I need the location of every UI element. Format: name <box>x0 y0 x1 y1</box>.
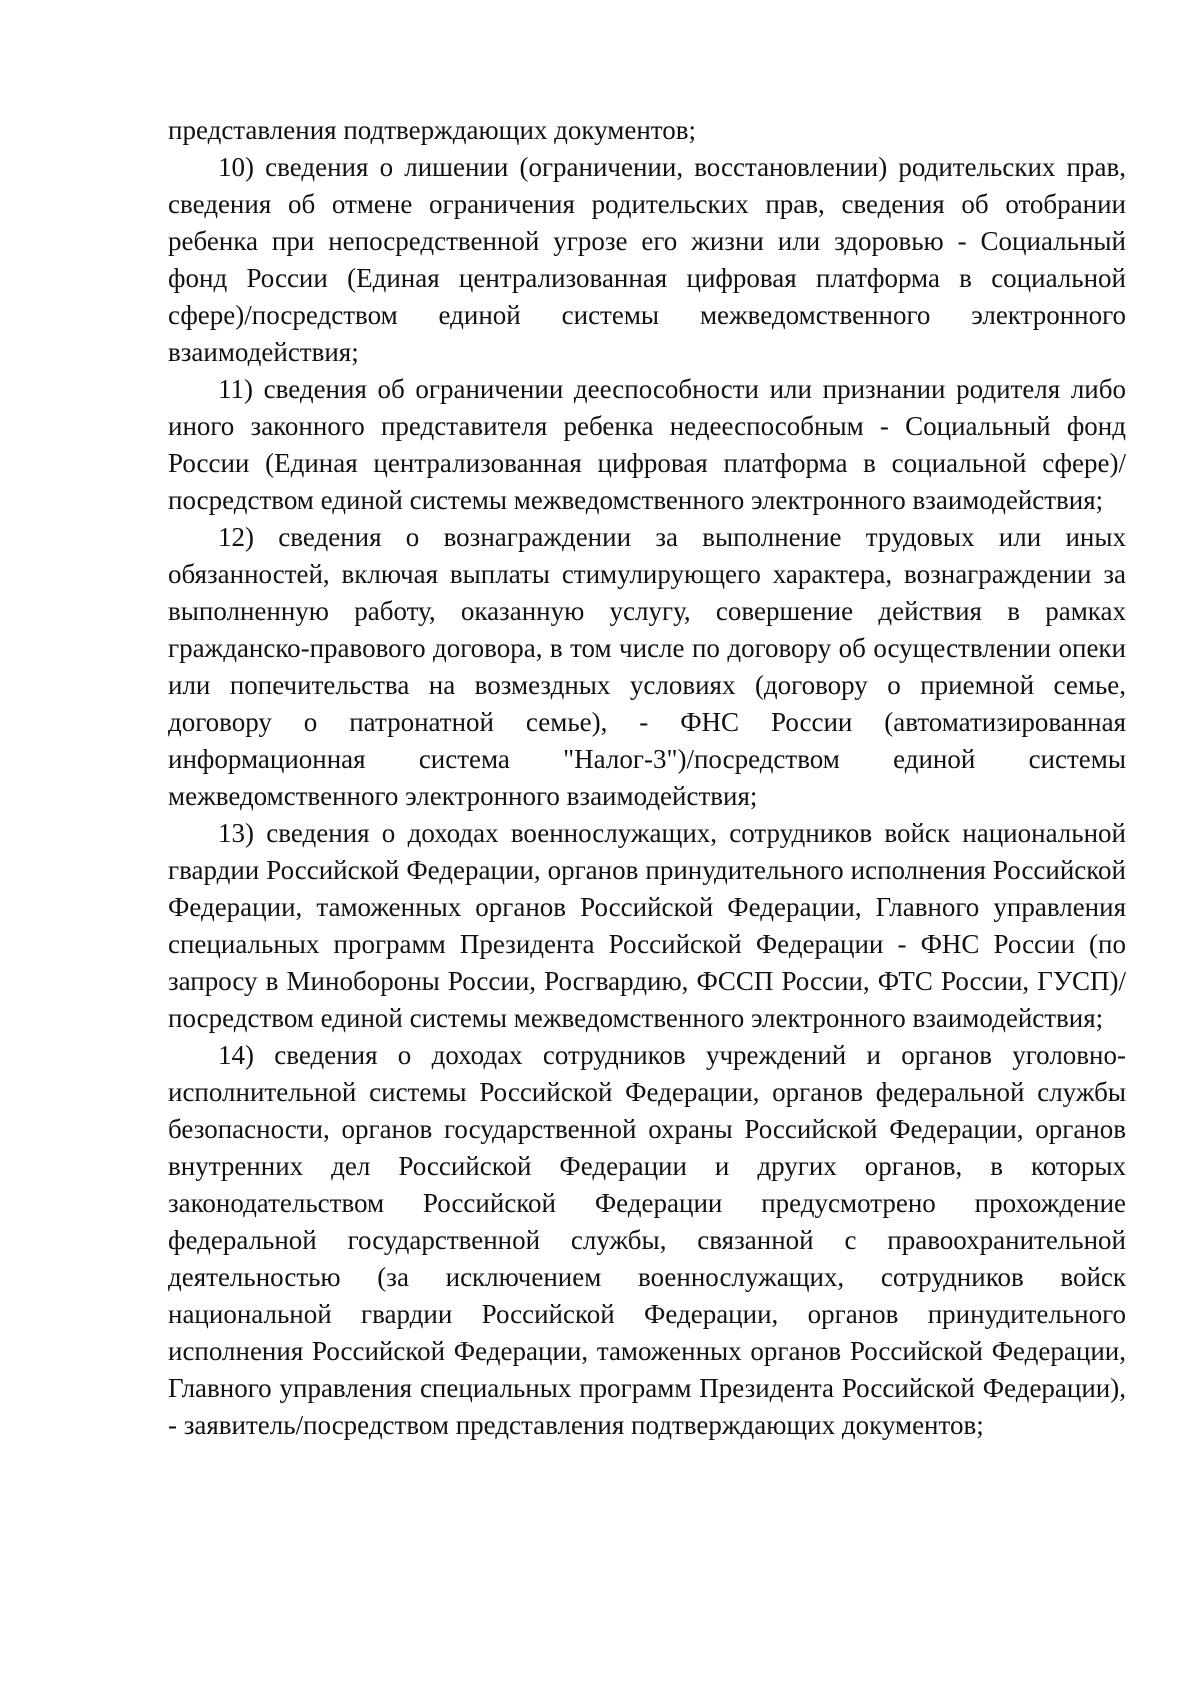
paragraph-item-10: 10) сведения о лишении (ограничении, восстановлении) родительских прав, сведения об отмене ограничения родительских прав, сведения об отобрании ребенка при непосредственной угрозе его жизни или здоровью - Социальный фонд России (Единая централизованная цифровая платформа в социальной сфере)/посредством единой системы межведомственного электронного взаимодействия; <box>168 152 1126 367</box>
document-body <box>168 112 1126 1444</box>
paragraph-item-14: 14) сведения о доходах сотрудников учреждений и органов уголовно-исполнительной системы Российской Федерации, органов федеральной службы безопасности, органов государственной охраны Российской Федерации, органов внутренних дел Российской Федерации и других органов, в которых законодательством Российской Федерации предусмотрено прохождение федеральной государственной службы, связанной с правоохранительной деятельностью (за исключением военнослужащих, сотрудников войск национальной гвардии Российской Федерации, органов принудительного исполнения Российской Федерации, таможенных органов Российской Федерации, Главного управления специальных программ Президента Российской Федерации), - заявитель/посредством представления подтверждающих документов; <box>168 1040 1126 1440</box>
paragraph-item-12: 12) сведения о вознаграждении за выполнение трудовых или иных обязанностей, включая выплаты стимулирующего характера, вознаграждении за выполненную работу, оказанную услугу, совершение действия в рамках гражданско-правового договора, в том числе по договору об осуществлении опеки или попечительства на возмездных условиях (договору о приемной семье, договору о патронатной семье), - ФНС России (автоматизированная информационная система "Налог-3")/посредством единой системы межведомственного электронного взаимодействия; <box>168 522 1126 811</box>
paragraph-item-13: 13) сведения о доходах военнослужащих, сотрудников войск национальной гвардии Российской Федерации, органов принудительного исполнения Российской Федерации, таможенных органов Российской Федерации, Главного управления специальных программ Президента Российской Федерации - ФНС России (по запросу в Минобороны России, Росгвардию, ФССП России, ФТС России, ГУСП)/посредством единой системы межведомственного электронного взаимодействия; <box>168 818 1126 1033</box>
paragraph-continuation: представления подтверждающих документов; <box>168 115 696 145</box>
paragraph-item-11: 11) сведения об ограничении дееспособности или признании родителя либо иного законного представителя ребенка недееспособным - Социальный фонд России (Единая централизованная цифровая платформа в социальной сфере)/посредством единой системы межведомственного электронного взаимодействия; <box>168 374 1126 515</box>
